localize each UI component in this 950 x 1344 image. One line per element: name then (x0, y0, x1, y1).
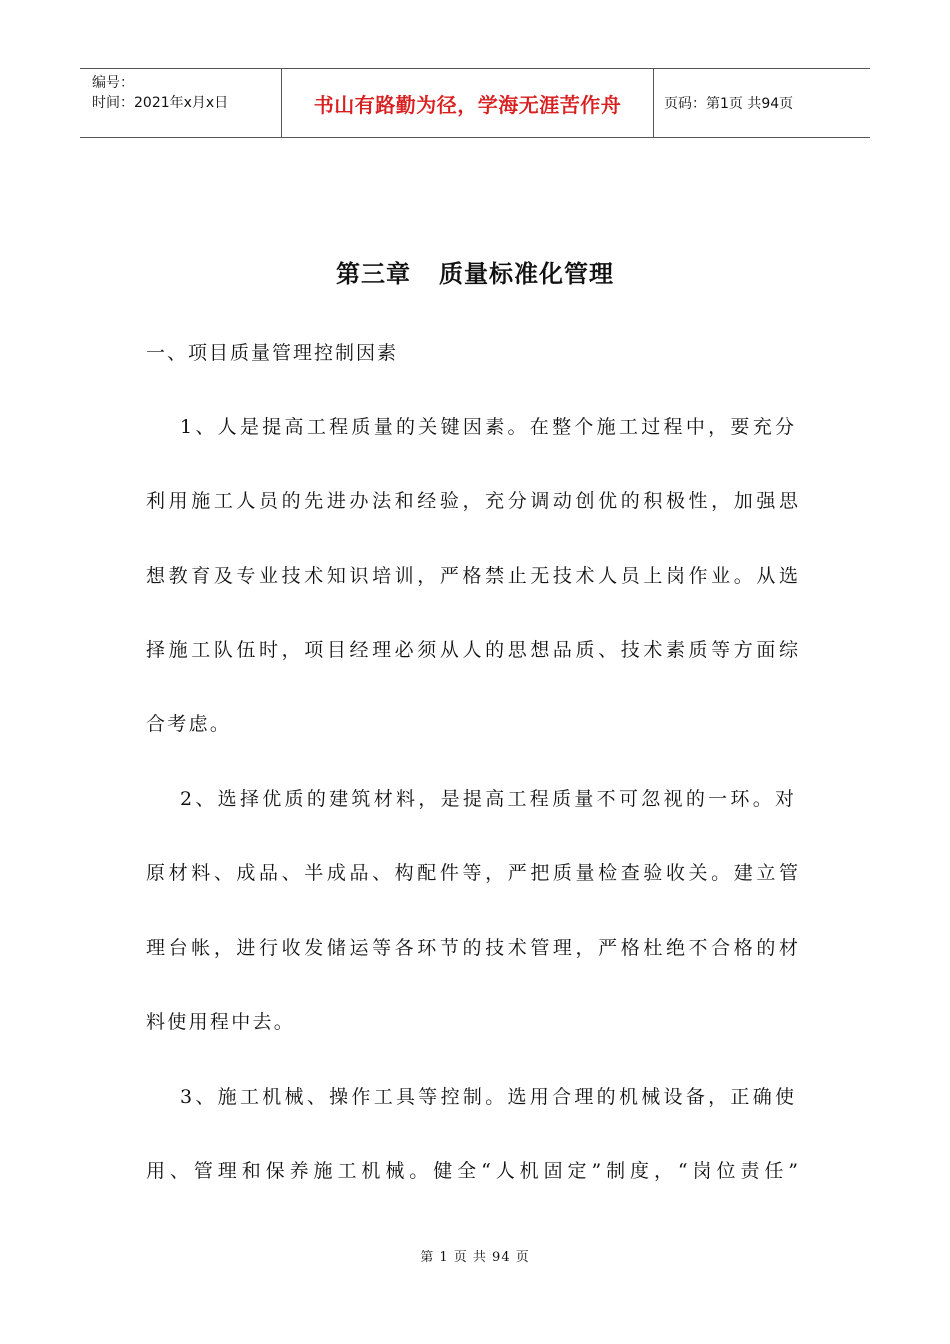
paragraph-line: 想教育及专业技术知识培训，严格禁止无技术人员上岗作业。从选 (146, 565, 798, 587)
chapter-title: 第三章 质量标准化管理 (335, 260, 615, 288)
document-time: 时间：2021年x月x日 (92, 95, 229, 111)
document-number-label: 编号： (92, 75, 134, 91)
header-motto (282, 69, 654, 137)
motto-text: 书山有路勤为径，学海无涯苦作舟 (313, 92, 622, 117)
paragraph-line: 1、人是提高工程质量的关键因素。在整个施工过程中，要充分 (180, 416, 794, 438)
document-header (80, 68, 870, 138)
paragraph-line: 择施工队伍时，项目经理必须从人的思想品质、技术素质等方面综 (146, 639, 798, 661)
paragraph-line: 2、选择优质的建筑材料，是提高工程质量不可忽视的一环。对 (180, 788, 794, 810)
paragraph-line: 料使用程中去。 (146, 1011, 296, 1033)
section-heading: 一、项目质量管理控制因素 (146, 342, 399, 364)
page-info-text: 页码：第1页 共94页 (664, 96, 794, 112)
header-page-info (654, 69, 870, 137)
header-meta (80, 69, 282, 137)
paragraph-line: 用、管理和保养施工机械。健全“人机固定”制度，“岗位责任” (146, 1160, 798, 1182)
paragraph-line: 3、施工机械、操作工具等控制。选用合理的机械设备，正确使 (180, 1086, 794, 1108)
page-footer: 第 1 页 共 94 页 (420, 1250, 530, 1265)
paragraph-line: 理台帐，进行收发储运等各环节的技术管理，严格杜绝不合格的材 (146, 937, 798, 959)
paragraph-line: 合考虑。 (146, 713, 232, 735)
paragraph-line: 原材料、成品、半成品、构配件等，严把质量检查验收关。建立管 (146, 862, 798, 884)
paragraph-line: 利用施工人员的先进办法和经验，充分调动创优的积极性，加强思 (146, 490, 798, 512)
